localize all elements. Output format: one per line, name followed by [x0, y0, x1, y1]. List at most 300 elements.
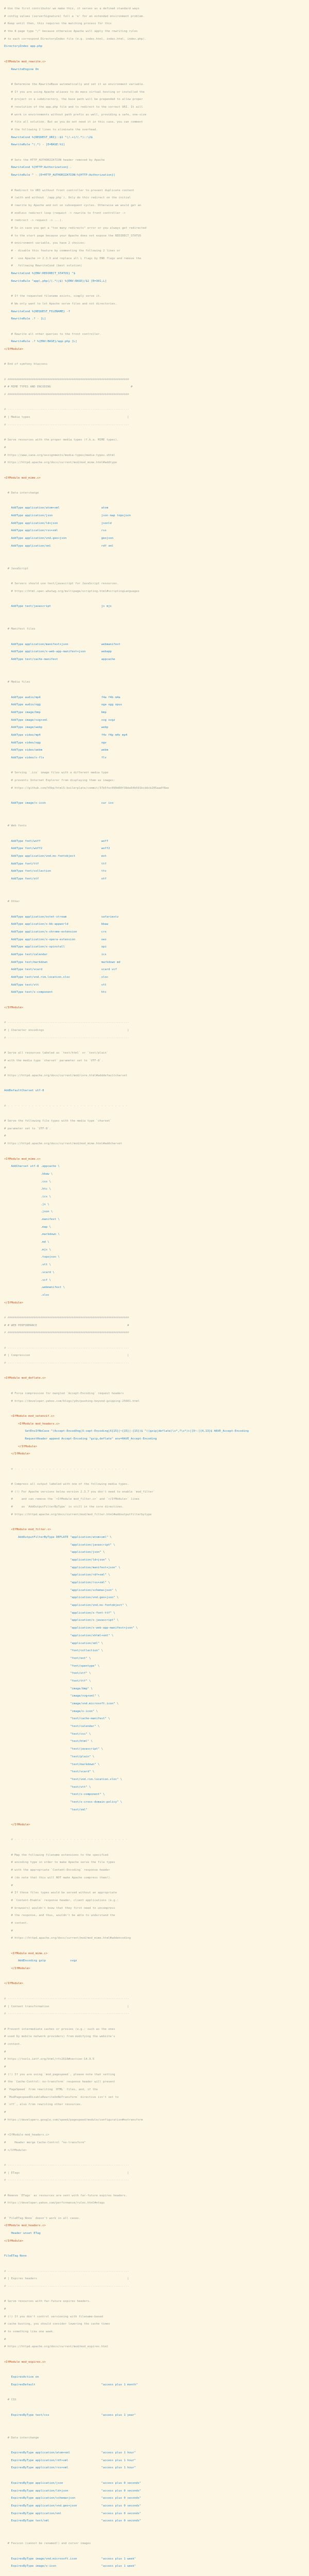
code-line-directive [4, 1761, 305, 1769]
code-line-comment [4, 2396, 305, 2404]
code-text: Header unset ETag [4, 2232, 41, 2235]
code-line-directive [4, 989, 305, 996]
code-text: # JavaScript [4, 567, 29, 570]
code-line-empty [4, 792, 305, 800]
code-line-comment [4, 452, 305, 460]
code-line-directive [4, 1799, 305, 1806]
code-line-empty [4, 2404, 305, 2412]
code-text: AddType application/x-bb-appworld bbaw [4, 923, 109, 926]
code-line-comment [4, 898, 305, 906]
code-line-comment [4, 565, 305, 573]
code-text: .vtt \ [4, 1263, 51, 1267]
code-text: # Determine the RewriteBase automatically and set it as environment variable. [4, 82, 145, 86]
code-line-directive [4, 943, 305, 951]
code-line-empty [4, 1011, 305, 1019]
code-text: "application/javascript" \ [4, 1543, 115, 1547]
code-line-comment [4, 255, 305, 263]
code-line-rule [4, 1345, 305, 1352]
code-text: "image/svg+xml" \ [4, 1694, 100, 1698]
code-text: "text/css" \ [4, 1732, 91, 1736]
code-line-empty [4, 1973, 305, 1980]
code-text: # ###################################################################### [4, 393, 129, 397]
code-text: AddType video/x-flv flv [4, 756, 107, 760]
code-line-comment [4, 262, 305, 270]
code-line-directive [4, 1277, 305, 1284]
code-line-rule [4, 1314, 305, 1322]
code-line-comment [4, 1064, 305, 1072]
code-text: "text/javascript" \ [4, 1748, 103, 1751]
code-line-directive [4, 1284, 305, 1292]
code-text: # Serve all resources labeled as `text/html` or `text/plain` [4, 1051, 109, 1055]
code-line-comment [4, 1920, 305, 1927]
code-line-comment [4, 1905, 305, 1912]
code-line-section [4, 1027, 305, 1035]
code-line-comment [4, 111, 305, 119]
code-line-directive [4, 172, 305, 179]
code-line-directive [4, 2555, 305, 2563]
code-line-empty [4, 1405, 305, 1413]
code-line-directive [4, 717, 305, 724]
code-line-empty [4, 883, 305, 891]
code-line-comment [4, 104, 305, 111]
code-text: AddType text/vnd.rim.location.xloc xloc [4, 976, 109, 979]
code-line-directive [4, 1624, 305, 1632]
code-text: "font/eot" \ [4, 1656, 91, 1660]
code-line-directive [4, 845, 305, 853]
code-line-comment [4, 459, 305, 467]
code-line-comment [4, 300, 305, 308]
code-text: ExpiresByType text/css "access plus 1 year" [4, 2413, 136, 2417]
code-text: # https://httpd.apache.org/docs/current/mod/mod_expires.html [4, 2345, 109, 2349]
code-text: # https://tools.ietf.org/html/rfc2616#section-14.9.5 [4, 2058, 95, 2061]
code-line-empty [4, 596, 305, 603]
code-line-comment [4, 118, 305, 126]
code-line-directive [4, 1791, 305, 1799]
code-line-empty [4, 1337, 305, 1345]
code-line-empty [4, 1148, 305, 1156]
code-line-directive [4, 2230, 305, 2238]
code-text: AddType application/x-chrome-extension crx [4, 930, 107, 934]
code-text: .css \ [4, 1180, 51, 1183]
code-text: "text/plain" \ [4, 1755, 95, 1758]
code-text: "font/collection" \ [4, 1649, 103, 1653]
code-text: <IfModule mod_mime.c> [4, 1157, 41, 1161]
code-line-comment [4, 1140, 305, 1148]
code-text: # browsers) wouldn't know that they first need to uncompress [4, 1906, 115, 1910]
code-text: AddType application/vnd.geo+json geojson [4, 537, 114, 540]
code-text: RewriteCond %{REQUEST_FILENAME} -f [4, 310, 70, 313]
code-text: AddType font/collection ttc [4, 870, 107, 873]
code-line-directive [4, 1663, 305, 1670]
code-text: # | Media types | [4, 416, 129, 419]
code-line-empty [4, 1519, 305, 1527]
code-text: # [4, 2111, 6, 2114]
code-text: # rewrite by Apache and not on subsequent cycles. Otherwise we would get an [4, 204, 142, 207]
code-line-empty [4, 686, 305, 694]
code-line-directive [4, 648, 305, 656]
code-text: # ---------------------------------------------------------------------- [4, 2284, 129, 2288]
code-line-directive [4, 1768, 305, 1776]
code-line-directive [4, 732, 305, 739]
code-line-directive [4, 1564, 305, 1572]
code-line-module [4, 1950, 305, 1958]
code-line-empty [4, 664, 305, 671]
code-text: # `PageSpeed` from rewriting `HTML` files, and, if the [4, 2088, 98, 2092]
code-line-rule [4, 1466, 305, 1473]
code-line-directive [4, 2510, 305, 2518]
code-line-directive [4, 1231, 305, 1239]
code-line-directive [4, 1292, 305, 1299]
code-line-comment [4, 1897, 305, 1905]
code-line-comment [4, 1511, 305, 1519]
code-line-rule [4, 2162, 305, 2170]
code-line-comment [4, 2313, 305, 2321]
code-line-comment [4, 588, 305, 596]
code-text: AddType video/ogg ogv [4, 741, 107, 744]
code-text: "application/rdf+xml" \ [4, 1573, 110, 1577]
code-line-comment [4, 822, 305, 830]
code-line-directive [4, 1087, 305, 1095]
code-line-directive [4, 860, 305, 868]
code-line-comment [4, 1859, 305, 1867]
code-line-comment [4, 247, 305, 255]
code-text: # ---------------------------------------------------------------------- [4, 1997, 129, 2001]
code-line-directive [4, 1594, 305, 1602]
code-text: # ---------------------------------------------------------------------- [4, 1346, 129, 1350]
code-text: </IfModule> [4, 2239, 24, 2243]
code-line-directive [4, 747, 305, 754]
code-text: # [4, 1884, 13, 1887]
code-line-comment [4, 28, 305, 36]
code-line-directive [4, 141, 305, 149]
code-line-empty [4, 1829, 305, 1837]
code-line-section [4, 383, 305, 391]
code-line-comment [4, 2033, 305, 2041]
code-text: AddType text/vcard vcard vcf [4, 968, 117, 972]
code-line-directive [4, 1224, 305, 1231]
code-text: "image/bmp" \ [4, 1687, 93, 1690]
code-line-empty [4, 2472, 305, 2480]
code-text: RewriteCond %{ENV:REDIRECT_STATUS} ^$ [4, 272, 76, 276]
code-text: AddType font/woff2 woff2 [4, 847, 110, 851]
code-line-comment [4, 2086, 305, 2094]
code-text: "text/x-component" \ [4, 1793, 105, 1797]
code-text: # | Character encodings | [4, 1028, 129, 1032]
code-line-comment [4, 210, 305, 217]
code-text: # If these files types would be served without an appropriate [4, 1891, 117, 1895]
code-text: AddCharset utf-8 .appcache \ [4, 1165, 60, 1168]
code-line-empty [4, 671, 305, 679]
code-text: # End of symfony htaccess [4, 363, 48, 366]
code-text: # [4, 2050, 6, 2054]
code-text: RewriteCond %{HTTP:Authorization} . [4, 166, 72, 170]
code-line-comment [4, 5, 305, 13]
code-text: # https://httpd.apache.org/docs/current/mod/mod_filter.html#addoutputfilterbytype [4, 1513, 152, 1516]
code-text: "text/xml" [4, 1808, 88, 1811]
code-line-directive [4, 694, 305, 702]
code-text: "application/xhtml+xml" \ [4, 1634, 114, 1637]
code-line-rule [4, 2177, 305, 2184]
code-line-empty [4, 573, 305, 581]
code-text: "text/html" \ [4, 1740, 93, 1743]
code-line-directive [4, 1731, 305, 1738]
code-text: <IfModule mod_mime.c> [4, 1952, 48, 1955]
code-text: # Data interchange [4, 492, 39, 495]
code-line-empty [4, 1367, 305, 1375]
code-text: "application/manifest+json" \ [4, 1566, 121, 1569]
code-text: .md \ [4, 1241, 49, 1244]
code-text: AddType image/bmp bmp [4, 710, 107, 714]
code-line-directive [4, 800, 305, 807]
code-line-empty [4, 890, 305, 898]
code-text: # to each correspond DirectoryIndex file (e.g. index.html, index.html, index.php). [4, 37, 147, 41]
code-text: # Redirect to URI without front controller to prevent duplicate content [4, 189, 134, 192]
code-text: AddOutputFilterByType DEFLATE "application/atom+xml" \ [4, 1535, 112, 1539]
code-text: # content. [4, 1921, 29, 1925]
code-text: # (with and without `/app.php`). Only do this redirect on the initial [4, 196, 131, 200]
code-text: SetEnvIfNoCase ^(Accept-EncodXng|X-cept-Encoding|X{15}|~{15}|-{15})$ ^((gzip|deflate)\s*,?\s*)+|[X~-]{4,13}$ HAVE_Accept-Encoding [4, 1430, 249, 1433]
code-text: .ics \ [4, 1195, 51, 1198]
code-line-directive [4, 2449, 305, 2457]
code-line-directive [4, 66, 305, 74]
code-line-section [4, 1352, 305, 1360]
code-line-comment [4, 1935, 305, 1942]
code-line-comment [4, 1481, 305, 1488]
code-text: # resolution of the app.php file and to redirect to the correct URI. It will [4, 105, 143, 109]
code-line-directive [4, 315, 305, 323]
code-line-empty [4, 1814, 305, 1821]
code-line-directive [4, 928, 305, 936]
code-line-module [4, 2222, 305, 2230]
code-line-module [4, 1299, 305, 1307]
code-line-directive [4, 913, 305, 921]
code-line-comment [4, 2101, 305, 2109]
code-text: RewriteRule ^ - [E=HTTP_AUTHORIZATION:%{HTTP:Authorization}] [4, 174, 115, 177]
code-line-empty [4, 1844, 305, 1852]
code-line-comment [4, 202, 305, 210]
code-line-comment [4, 217, 305, 225]
code-text: # Servers should use text/javascript for JavaScript resources. [4, 582, 119, 586]
code-text: "text/markdown" \ [4, 1762, 100, 1766]
code-line-comment [4, 2540, 305, 2548]
code-text: # Serve resources with the proper media types (f.k.a. MIME types). [4, 438, 119, 442]
code-text: # Manifest files [4, 628, 36, 631]
code-line-comment [4, 194, 305, 202]
code-line-directive [4, 1632, 305, 1640]
code-line-comment [4, 1927, 305, 1935]
code-line-rule [4, 376, 305, 384]
code-line-module [4, 1156, 305, 1163]
code-line-empty [4, 2525, 305, 2533]
code-text: RequestHeader append Accept-Encoding "gzip,deflate" env=HAVE_Accept-Encoding [4, 1437, 157, 1440]
code-text: # Serve the following file types with the media type `charset` [4, 1120, 112, 1123]
code-line-comment [4, 2139, 305, 2147]
code-text: # fits all solution. But as you do not need it in this case, you can comment [4, 121, 143, 124]
code-text: # ---------------------------------------------------------------------- [4, 2179, 129, 2182]
code-text: AddType application/vnd.ms-fontobject eot [4, 855, 107, 858]
code-line-comment [4, 13, 305, 21]
code-line-directive [4, 1609, 305, 1617]
code-text: AddType font/otf otf [4, 877, 107, 881]
code-text: AddType application/xml rdf xml [4, 544, 114, 548]
code-text: "application/vnd.geo+json" \ [4, 1596, 119, 1600]
code-line-empty [4, 1382, 305, 1390]
code-text: # as `AddOutputFilterByType` is still in the core directives. [4, 1505, 124, 1509]
code-line-directive [4, 959, 305, 967]
code-line-directive [4, 535, 305, 543]
code-text: # Serving `.ico` image files with a different media type [4, 771, 109, 775]
code-line-empty [4, 2207, 305, 2215]
code-line-section [4, 414, 305, 421]
code-line-directive [4, 1534, 305, 1541]
code-line-empty [4, 611, 305, 618]
code-text: AddType image/svg+xml svg svgz [4, 718, 115, 722]
code-line-directive [4, 641, 305, 649]
code-line-empty [4, 429, 305, 437]
code-text: AddType audio/ogg oga ogg opus [4, 703, 123, 707]
code-text: </IfModule> [4, 1982, 24, 1986]
code-line-empty [4, 906, 305, 913]
code-text: AddType text/cache-manifest appcache [4, 658, 115, 662]
code-line-comment [4, 1852, 305, 1859]
code-line-comment [4, 769, 305, 777]
code-text: AddEncoding gzip svgz [4, 1959, 77, 1963]
code-line-comment [4, 785, 305, 792]
code-text: AddType text/javascript js mjs [4, 605, 112, 608]
code-line-comment [4, 1867, 305, 1874]
code-line-directive [4, 1617, 305, 1624]
code-text: # https://github.com/h5bp/html5-boilerplate/commit/37b5fec090d00f38de64b591bcddcb205aadf8ee [4, 786, 169, 790]
code-line-directive [4, 543, 305, 550]
code-text: # `off`, also from rewriting other resources. [4, 2103, 82, 2107]
code-line-comment [4, 225, 305, 232]
code-text: # [4, 446, 6, 449]
code-line-empty [4, 2389, 305, 2397]
code-text: # content. [4, 2042, 22, 2046]
code-line-empty [4, 1988, 305, 1995]
code-line-comment [4, 2109, 305, 2116]
code-text: <IfModule mod_rewrite.c> [4, 60, 46, 63]
code-text: ExpiresByType application/xml "access plus 0 seconds" [4, 2512, 142, 2515]
code-text: # to the start page because your Apache does not expose the REDIRECT_STATUS [4, 234, 142, 238]
code-line-directive [4, 739, 305, 747]
code-line-directive [4, 1428, 305, 1435]
code-line-comment [4, 2026, 305, 2033]
code-text: </IfModule> [4, 1823, 30, 1826]
code-line-comment [4, 489, 305, 497]
code-line-empty [4, 323, 305, 331]
code-line-empty [4, 482, 305, 489]
code-line-module [4, 1980, 305, 1988]
code-text: <IfModule mod_headers.c> [4, 2224, 46, 2228]
code-line-directive [4, 1602, 305, 1609]
code-line-directive [4, 1549, 305, 1556]
code-line-empty [4, 550, 305, 558]
code-text: ExpiresByType image/x-icon "access plus 1 week" [4, 2565, 136, 2568]
code-text: AddType video/mp4 f4v f4p m4v mp4 [4, 734, 128, 737]
code-text: AddType audio/mp4 f4a f4b m4a [4, 696, 121, 699]
code-text: # the `Cache-Control: no-transform` response header will prevent [4, 2080, 115, 2084]
code-line-directive [4, 2502, 305, 2510]
code-line-comment [4, 1889, 305, 1897]
code-text: # and can remove the `<IfModule mod_filter.c>` and `</IfModule>` lines [4, 1498, 140, 1501]
code-line-directive [4, 1253, 305, 1261]
code-text: # ###################################################################### [4, 1316, 129, 1319]
code-line-module [4, 1450, 305, 1458]
code-line-comment [4, 361, 305, 368]
code-line-directive [4, 338, 305, 346]
code-line-rule [4, 406, 305, 414]
code-line-empty [4, 2427, 305, 2434]
code-line-directive [4, 1579, 305, 1587]
code-line-empty [4, 1458, 305, 1466]
code-line-comment [4, 1874, 305, 1882]
code-line-comment [4, 2192, 305, 2200]
code-text: AddType application/x-web-app-manifest+json webapp [4, 650, 112, 654]
code-line-directive [4, 1685, 305, 1693]
code-line-directive [4, 2563, 305, 2570]
code-line-module [4, 1526, 305, 1534]
code-text: .xloc [4, 1293, 49, 1297]
code-text: # work in environments without path prefix as well, providing a safe, one-size [4, 113, 147, 116]
code-line-module [4, 1965, 305, 1973]
code-text: # Compress all output labeled with one of the following media types. [4, 1483, 129, 1486]
code-line-empty [4, 149, 305, 157]
code-text: ExpiresActive on [4, 2376, 39, 2379]
code-line-directive [4, 1753, 305, 1761]
code-text: </IfModule> [4, 1452, 30, 1456]
code-text: "text/vtt" \ [4, 1785, 91, 1789]
code-line-section [4, 2003, 305, 2011]
code-line-module [4, 2359, 305, 2366]
code-line-comment [4, 1882, 305, 1890]
code-text: # following RewriteCond (best solution) [4, 264, 82, 268]
code-line-directive [4, 2517, 305, 2525]
code-line-comment [4, 2078, 305, 2086]
code-line-directive [4, 1571, 305, 1579]
code-line-directive [4, 1784, 305, 1791]
code-line-directive [4, 2487, 305, 2495]
code-text: "text/x-cross-domain-policy" \ [4, 1800, 123, 1804]
code-text: "image/vnd.microsoft.icon" \ [4, 1702, 119, 1705]
code-text: # Web fonts [4, 824, 27, 828]
code-text: ExpiresByType application/vnd.geo+json "access plus 0 seconds" [4, 2504, 142, 2507]
code-text: "text/vcard" \ [4, 1770, 95, 1774]
code-text: # the 8 page type "/" because otherwise Apache will apply the rewriting rules [4, 30, 138, 33]
code-text: .bbaw \ [4, 1172, 53, 1176]
code-line-directive [4, 1692, 305, 1700]
code-text: # ###################################################################### [4, 378, 129, 381]
code-text: "font/ttf" \ [4, 1679, 91, 1683]
code-line-comment [4, 444, 305, 452]
code-text: # with the appropriate `Content-Encoding` response header [4, 1869, 110, 1872]
code-text: # with the media type `charset` parameter set to `UTF-8`. [4, 1059, 103, 1062]
code-line-directive [4, 838, 305, 845]
code-line-directive [4, 709, 305, 717]
code-text: # to something like one week. [4, 2330, 55, 2334]
code-line-directive [4, 603, 305, 611]
code-text: # <IfModule mod_headers.c> [4, 2133, 49, 2137]
code-line-empty [4, 368, 305, 376]
code-text: # parameter set to `UTF-8`. [4, 1127, 51, 1130]
code-line-directive [4, 1208, 305, 1216]
code-line-comment [4, 1496, 305, 1503]
code-line-directive [4, 2374, 305, 2381]
code-text: # https://httpd.apache.org/docs/current/mod/mod_mime.html#addcharset [4, 1142, 123, 1146]
code-text: "application/x-web-app-manifest+json" \ [4, 1626, 138, 1630]
code-line-module [4, 474, 305, 482]
code-text: # # WEB PERFORMANCE # [4, 1324, 129, 1327]
